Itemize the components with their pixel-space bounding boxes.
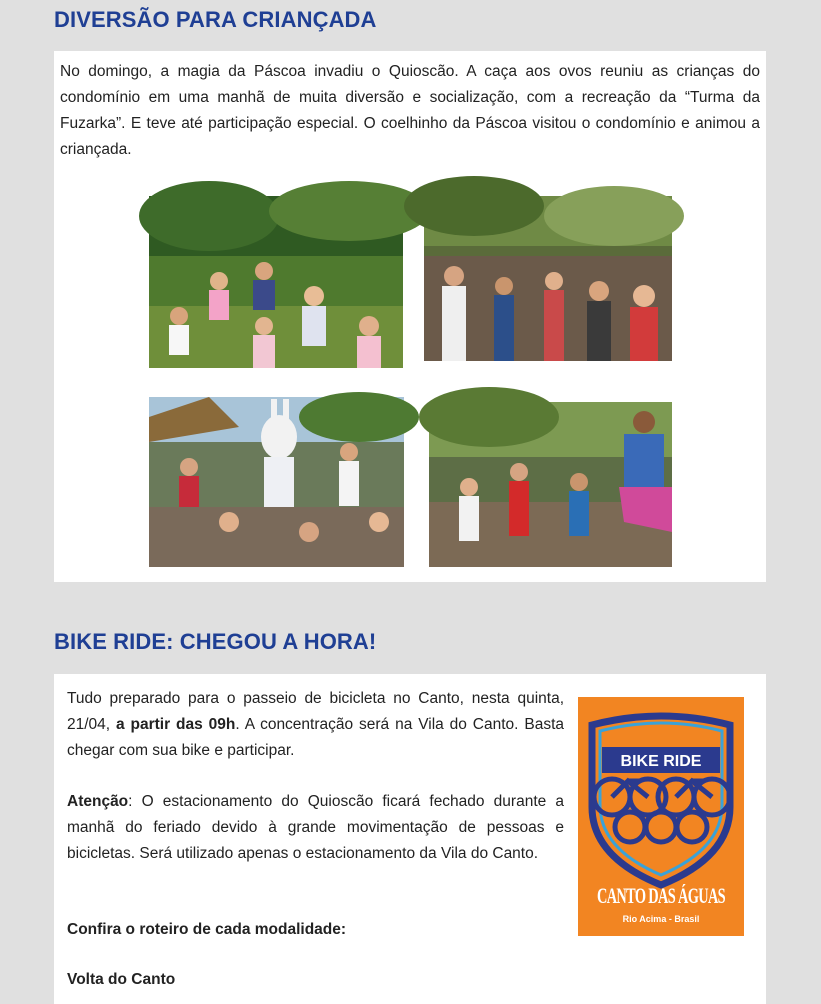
bike-ride-paragraph-1 bbox=[67, 686, 564, 764]
bike-ride-p1-text: Tudo preparado para o passeio de bicicleta no Canto, nesta quinta, 21/04, bbox=[67, 690, 564, 733]
volta-do-canto-heading: Volta do Canto bbox=[67, 971, 176, 988]
photo-easter-bunny bbox=[149, 397, 404, 567]
logo-location: Rio Acima - Brasil bbox=[622, 914, 700, 924]
roteiro-heading: Confira o roteiro de cada modalidade: bbox=[67, 921, 347, 938]
photo-recreation bbox=[429, 402, 672, 567]
logo-title: BIKE RIDE bbox=[620, 753, 702, 770]
attention-label: Atenção bbox=[67, 793, 129, 810]
logo-brand: CANTO DAS ÁGUAS bbox=[597, 883, 726, 908]
photo-crowd bbox=[424, 196, 672, 361]
diversao-paragraph: No domingo, a magia da Páscoa invadiu o Quioscão. A caça aos ovos reuniu as crianças do condomínio em uma manhã de muita diversão e socialização, com a recreação da “Turma da Fuzarka”. E teve até participação especial. O coelhinho da Páscoa visitou o condomínio e animou a criançada. bbox=[60, 63, 760, 158]
bike-ride-paragraph-2 bbox=[67, 789, 564, 867]
attention-text: : O estacionamento do Quioscão ficará fechado durante a manhã do feriado devido à grande movimentação de pessoas e bicicletas. Será utilizado apenas o estacionamento da Vila do Canto. bbox=[67, 793, 564, 862]
bike-ride-start-time: a partir das 09h bbox=[116, 716, 236, 733]
section-title-diversao: DIVERSÃO PARA CRIANÇADA bbox=[54, 7, 377, 32]
section-title-bike-ride: BIKE RIDE: CHEGOU A HORA! bbox=[54, 629, 377, 654]
bike-ride-p1-text-end: . A concentração será na Vila do Canto. Basta chegar com sua bike e participar. bbox=[67, 716, 565, 759]
photo-kids-group bbox=[149, 196, 403, 368]
bike-ride-logo bbox=[578, 697, 744, 936]
